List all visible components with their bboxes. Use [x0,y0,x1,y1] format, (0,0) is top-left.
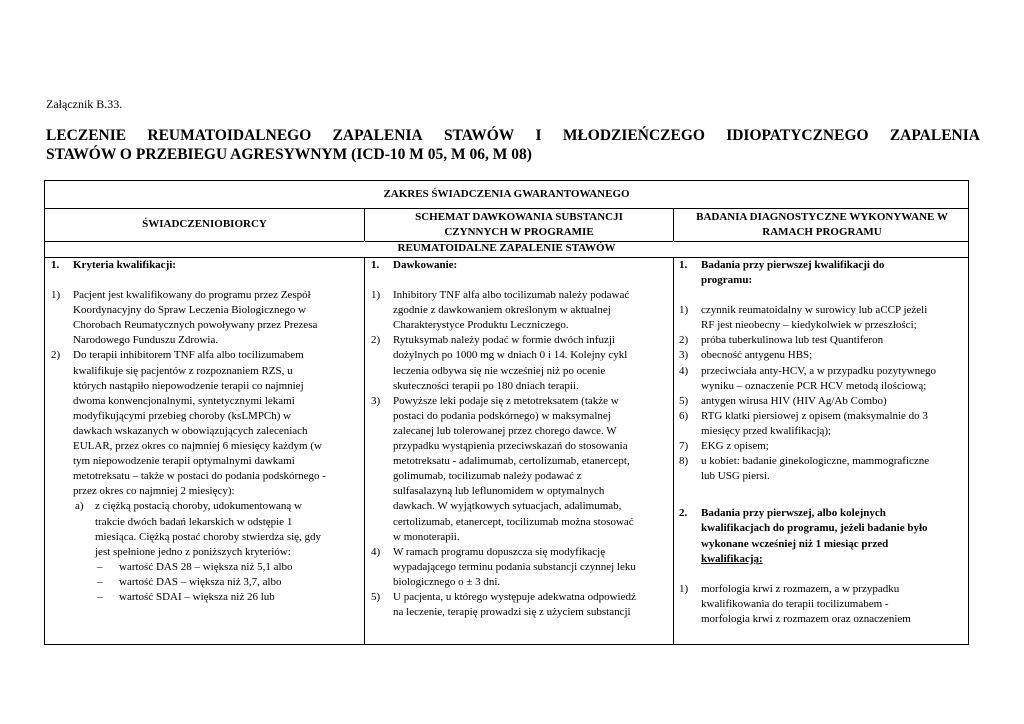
title-word: MŁODZIEŃCZEGO [562,127,705,144]
diagnostic-test-text-line: RTG klatki piersiowej z opisem (maksymalnie do 3 [701,409,928,422]
diagnostic-test-number: 5) [679,394,689,407]
severity-criterion-text: wartość DAS 28 – większa niż 5,1 albo [119,560,293,573]
dash-marker: – [97,560,103,573]
title-word: ZAPALENIA [332,127,423,144]
eligibility-criterion-text-line: przez okres co najmniej 2 miesięcy): [73,485,235,498]
dash-marker: – [97,575,103,588]
diagnostic-test-number: 6) [679,409,689,422]
col2-header-line1: SCHEMAT DAWKOWANIA SUBSTANCJI [415,211,623,223]
dosage-rule-number: 3) [371,394,381,407]
diagnostic-test-text-line: wyniku – oznaczenie PCR HCV metodą ilościową; [701,379,927,392]
eligibility-criterion-text-line: modyfikującymi przebieg choroby (ksLMPCh) w [73,409,292,422]
eligibility-column [51,258,359,605]
spacer [371,273,669,288]
dosage-rule [371,590,669,620]
dosage-rule-text-line: zgodnie z dawkowaniem określonym w aktualnej [393,304,611,317]
dosage-rule-number: 4) [371,545,381,558]
diagnostic-test-text [701,364,967,394]
severity-criterion [51,560,359,575]
diagnostic-test [679,454,967,484]
severity-criterion [51,575,359,590]
diagnostic-test-number: 2) [679,334,689,347]
dosage-rule [371,333,669,393]
diagnostic-test-number: 8) [679,455,689,468]
diagnostic-test-text-line: RF jest nieobecny – kiedykolwiek w przeszłości; [701,319,917,332]
eligibility-criterion-text-line: kwalifikuje się pacjentów z rozpoznaniem RZS, u [73,364,293,377]
eligibility-criterion-text-line: Chorobach Reumatycznych powoływany przez Prezesa [73,319,318,332]
heading-text: Dawkowanie: [393,259,458,271]
table-top-header: ZAKRES ŚWIADCZENIA GWARANTOWANEGO [45,181,968,209]
dosage-rule-number: 1) [371,289,381,302]
eligibility-criterion [51,348,359,499]
dosage-rule-text-line: zalecanej lub tolerowanej przez chorego dawce. W [393,424,617,437]
dosage-rule-text [393,545,669,590]
dosage-rule-text-line: golimumab, tocilizumab należy podawać z [393,470,582,483]
dosage-rule-text-line: Inhibitory TNF alfa albo tocilizumab należy podawać [393,289,630,302]
diagnostic-test-number: 3) [679,349,689,362]
document-title [46,126,980,164]
eligibility-criterion-text-line: Koordynacyjny do Spraw Leczenia Biologicznego w [73,304,307,317]
eligibility-criterion-text-line: Do terapii inhibitorem TNF alfa albo tocilizumabem [73,349,304,362]
diagnostic-test-number: 1) [679,582,689,595]
eligibility-heading [51,258,359,273]
dosage-rule-text-line: W ramach programu dopuszcza się modyfikację [393,545,606,558]
diagnostic-test-text-line: antygen wirusa HIV (HIV Ag/Ab Combo) [701,394,887,407]
col3-header [674,210,969,240]
dosage-rule-text [393,333,669,393]
spacer [679,484,967,506]
dosage-rule-number: 5) [371,590,381,603]
dash-marker: – [97,590,103,603]
section-divider-mask-2 [673,241,674,257]
severity-criterion-text: wartość DAS – większa niż 3,7, albo [119,575,282,588]
annex-label: Załącznik B.33. [46,97,123,111]
col2-header-line2: CZYNNYCH W PROGRAMIE [444,226,594,238]
diagnostics-heading-1 [679,258,967,288]
diagnostic-test-number: 7) [679,440,689,453]
heading-text [701,258,967,288]
diagnostic-test [679,364,967,394]
diagnostics-heading-2 [679,506,967,566]
eligibility-criterion-text-line: dwoma konwencjonalnymi, syntetycznymi lekami [73,394,295,407]
dosage-rule [371,288,669,333]
dosage-rule-text-line: sulfasalazyną lub leflunomidem w optymalnych [393,485,605,498]
eligibility-subcriterion-number: a) [75,500,84,513]
eligibility-subcriterion-text-line: jest spełnione jedno z poniższych kryteriów: [95,545,291,558]
diagnostic-test [679,582,967,627]
spacer [51,273,359,288]
section-header: REUMATOIDALNE ZAPALENIE STAWÓW [45,241,968,258]
title-word: ZAPALENIA [889,127,980,144]
diagnostic-test-text-line: obecność antygenu HBS; [701,349,813,362]
heading-text: Kryteria kwalifikacji: [73,259,176,271]
dosage-rule-text-line: Powyższe leki podaje się z metotreksatem (także w [393,394,619,407]
dosage-rule-text-line: dożylnych po 1000 mg w dniach 0 i 14. Kolejny cykl [393,349,628,362]
dosage-rule [371,394,669,545]
diagnostic-test-text-line: morfologia krwi z rozmazem, a w przypadku [701,582,900,595]
heading-text-line: wykonane wcześniej niż 1 miesiąc przed [701,537,889,550]
dosage-heading [371,258,669,273]
diagnostic-test-text-line: czynnik reumatoidalny w surowicy lub aCCP jeżeli [701,304,928,317]
diagnostic-test [679,394,967,409]
title-line-1 [46,126,980,145]
dosage-rule-text-line: wypadającego terminu podania substancji czynnej leku [393,560,636,573]
dosage-rule-text-line: leczenia odbywa się nie wcześniej niż po ocenie [393,364,606,377]
eligibility-subcriterion-text-line: miesiąca. Ciężką postać choroby stwierdza się, gdy [95,530,322,543]
section-divider-mask-1 [364,241,365,257]
eligibility-criterion-text-line: EULAR, przez okres co najmniej 6 miesięcy każdym (w [73,440,322,453]
heading-text-line: kwalifikacją: [701,552,763,565]
program-table [44,180,969,645]
dosage-column [371,258,669,620]
eligibility-subcriterion-text-line: z ciężką postacią choroby, udokumentowaną w [95,500,302,513]
spacer [679,567,967,582]
diagnostics-column [679,258,967,627]
eligibility-criterion-text-line: metotreksatu – także w postaci do podania podskórnego - [73,470,326,483]
eligibility-criterion-text [73,348,359,499]
diagnostic-test-text-line: miesięcy przed kwalifikacją); [701,424,832,437]
title-line-2: STAWÓW O PRZEBIEGU AGRESYWNYM (ICD-10 M 05, M 06, M 08) [46,146,532,163]
dosage-rule-text-line: metotreksatu - adalimumab, certolizumab, etanercept, [393,455,630,468]
title-word: REUMATOIDALNEGO [147,127,312,144]
eligibility-subcriterion-text-line: trakcie dwóch badań lekarskich w odstępie 1 [95,515,293,528]
dosage-rule-text-line: w monoterapii. [393,530,460,543]
diagnostic-test-text-line: u kobiet: badanie ginekologiczne, mammograficzne [701,455,930,468]
diagnostic-test-number: 4) [679,364,689,377]
dosage-rule-text [393,288,669,333]
heading-text-line: kwalifikacjach do programu, jeżeli badanie było [701,522,928,535]
diagnostic-test-text-line: lub USG piersi. [701,470,770,483]
diagnostic-test-text-line: morfologia krwi z rozmazem oraz oznaczeniem [701,612,911,625]
eligibility-criterion-text [73,288,359,348]
diagnostic-test-text-line: EKG z opisem; [701,440,769,453]
heading-number: 1. [371,259,380,271]
heading-number: 1. [679,259,688,271]
heading-number: 2. [679,507,688,520]
diagnostic-test-text [701,454,967,484]
eligibility-criterion-number: 2) [51,349,61,362]
severity-criterion [51,590,359,605]
dosage-rule-text-line: skuteczności terapii po 180 dniach terapii. [393,379,579,392]
dosage-rule-text-line: certolizumab, etanercept, tocilizumab można stosować [393,515,634,528]
diagnostic-test-text [701,333,967,348]
dosage-rule-text [393,394,669,545]
spacer [679,288,967,303]
eligibility-subcriterion-text [95,499,359,559]
title-word: IDIOPATYCZNEGO [726,127,869,144]
diagnostic-test-text [701,303,967,333]
column-divider-2 [673,208,674,644]
col3-header-line1: BADANIA DIAGNOSTYCZNE WYKONYWANE W [696,211,948,223]
title-word: LECZENIE [46,127,127,144]
column-divider-1 [364,208,365,644]
diagnostic-test-text [701,394,967,409]
title-word: STAWÓW [443,127,515,144]
dosage-rule [371,545,669,590]
eligibility-criterion-text-line: Pacjent jest kwalifikowany do programu przez Zespół [73,289,311,302]
dosage-rule-text-line: U pacjenta, u którego występuje adekwatna odpowiedź [393,590,636,603]
dosage-rule-number: 2) [371,334,381,347]
eligibility-criterion-text-line: tym niepowodzenie terapii optymalnymi dawkami [73,455,295,468]
diagnostic-test-text-line: kwalifikowania do terapii tocilizumabem - [701,597,889,610]
heading-number: 1. [51,259,60,271]
dosage-rule-text-line: postaci do podania podskórnego) w maksymalnej [393,409,611,422]
eligibility-criterion [51,288,359,348]
dosage-rule-text-line: Rytuksymab należy podać w formie dwóch infuzji [393,334,615,347]
heading-text-line: Badania przy pierwszej, albo kolejnych [701,507,886,520]
diagnostic-test [679,409,967,439]
diagnostic-test-text [701,582,967,627]
eligibility-criterion-text-line: których nastąpiło niepowodzenie terapii co najmniej [73,379,304,392]
diagnostic-test [679,303,967,333]
dosage-rule-text-line: dawkach. W wyjątkowych sytuacjach, adalimumab, [393,500,622,513]
eligibility-criterion-text-line: Narodowego Funduszu Zdrowia. [73,334,219,347]
title-word: I [535,127,542,144]
heading-text-line: programu: [701,274,753,287]
heading-text-line: Badania przy pierwszej kwalifikacji do [701,259,885,271]
heading-text [701,506,967,566]
eligibility-criterion-number: 1) [51,289,61,302]
col3-header-line2: RAMACH PROGRAMU [762,226,882,238]
dosage-rule-text-line: Charakterystyce Produktu Leczniczego. [393,319,569,332]
dosage-rule-text-line: biologicznego o ± 3 dni. [393,575,501,588]
diagnostic-test-text [701,439,967,454]
diagnostic-test-text-line: próba tuberkulinowa lub test Quantiferon [701,334,884,347]
dosage-rule-text-line: przypadku wystąpienia przeciwskazań do stosowania [393,440,628,453]
diagnostic-test-text-line: przeciwciała anty-HCV, a w przypadku pozytywnego [701,364,936,377]
diagnostic-test [679,439,967,454]
col2-header [365,210,673,240]
diagnostic-test-text [701,409,967,439]
dosage-rule-text [393,590,669,620]
severity-criterion-text: wartość SDAI – większa niż 26 lub [119,590,275,603]
diagnostic-test-text [701,348,967,363]
diagnostic-test-number: 1) [679,304,689,317]
eligibility-subcriterion [51,499,359,559]
diagnostic-test [679,333,967,348]
dosage-rule-text-line: na leczenie, terapię prowadzi się z użyciem substancji [393,606,631,619]
diagnostic-test [679,348,967,363]
col1-header: ŚWIADCZENIOBIORCY [142,218,267,230]
eligibility-criterion-text-line: dawkach wskazanych w obowiązujących zaleceniach [73,424,308,437]
